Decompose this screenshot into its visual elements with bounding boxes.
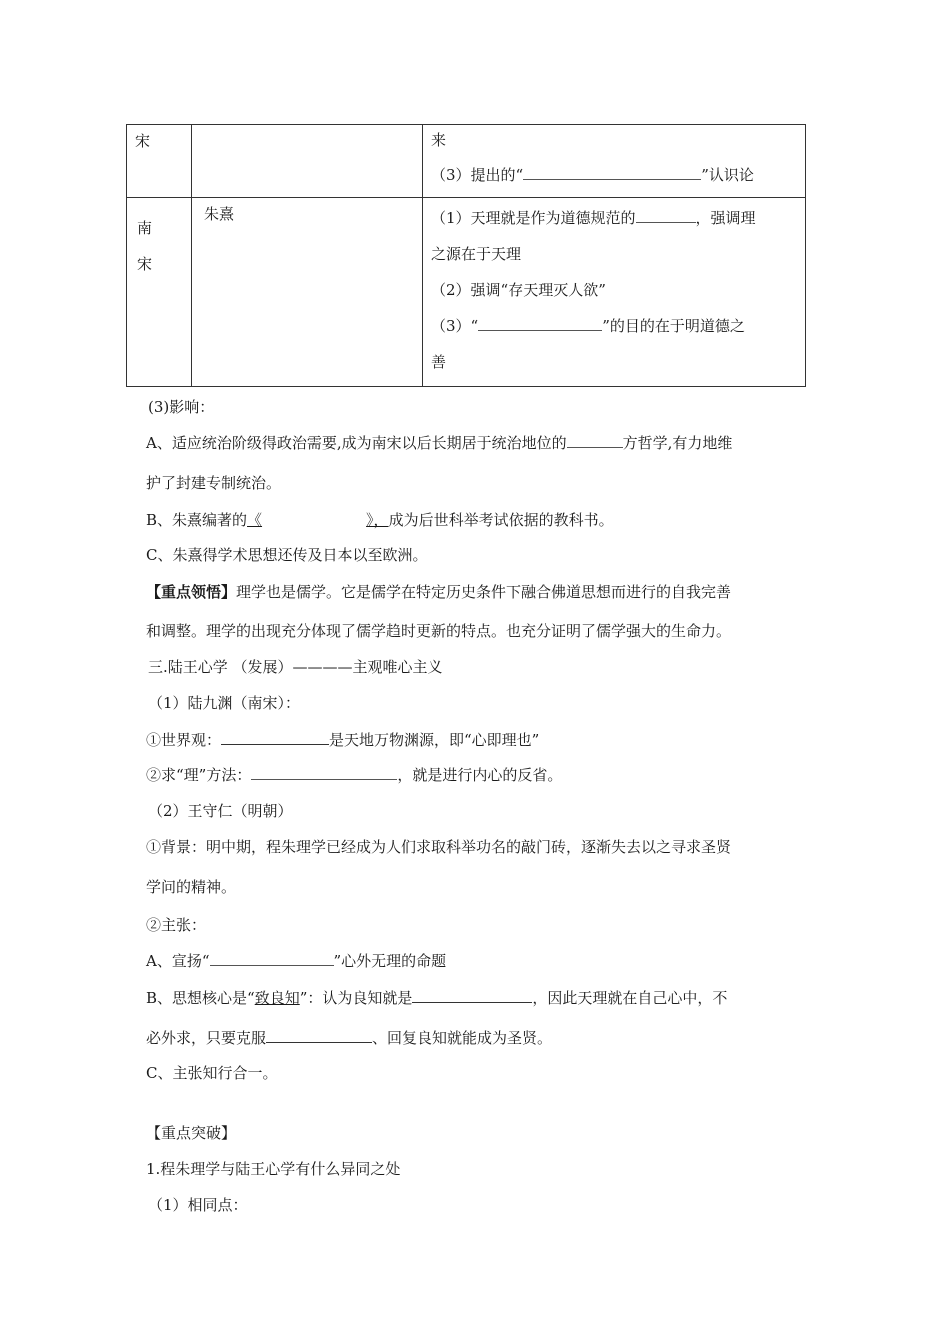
- text-line: B、朱熹编著的《 》，成为后世科举考试依据的教科书。: [146, 511, 614, 529]
- section-heading: 【重点突破】: [146, 1124, 237, 1142]
- person-label: 朱熹: [204, 205, 235, 223]
- text-line: 学问的精神。: [146, 878, 237, 896]
- content-line: 善: [431, 353, 447, 371]
- text-line: C、主张知行合一。: [146, 1064, 278, 1082]
- subheading: （1）陆九渊（南宋）：: [148, 694, 301, 712]
- section-heading: 三.陆王心学 （发展）————主观唯心主义: [148, 658, 443, 676]
- person-cell: [192, 125, 423, 198]
- content-cell: [423, 125, 806, 198]
- text-line: 和调整。理学的出现充分体现了儒学趋时更新的特点。也充分证明了儒学强大的生命力。: [146, 622, 732, 640]
- person-cell: [192, 198, 423, 387]
- content-line: （3）提出的“ ”认识论: [431, 166, 754, 184]
- fill-blank: [221, 729, 329, 745]
- content-line: （1）天理就是作为道德规范的 ，强调理: [431, 209, 756, 227]
- subheading: （2）王守仁（明朝）: [148, 802, 293, 820]
- text-line: ②主张：: [146, 916, 207, 934]
- text-line: A、宣扬“ ”心外无理的命题: [146, 952, 447, 970]
- influence-heading: (3)影响：: [148, 398, 215, 416]
- question: 1.程朱理学与陆王心学有什么异同之处: [146, 1160, 401, 1178]
- text-line: A、适应统治阶级得政治需要,成为南宋以后长期居于统治地位的 方哲学,有力地维: [146, 434, 733, 452]
- content-line: （2）强调“存天理灭人欲”: [431, 281, 606, 299]
- key-insight: 【重点领悟】理学也是儒学。它是儒学在特定历史条件下融合佛道思想而进行的自我完善: [146, 583, 732, 601]
- text-line: B、思想核心是“致良知”：认为良知就是 ，因此天理就在自己心中，不: [146, 989, 728, 1007]
- era-label: 宋: [135, 132, 151, 150]
- content-line: （3）“ ”的目的在于明道德之: [431, 317, 745, 335]
- text-line: 必外求，只要克服 、回复良知就能成为圣贤。: [146, 1029, 553, 1047]
- fill-blank: [567, 433, 623, 448]
- fill-blank: [523, 165, 701, 180]
- content-line: 之源在于天理: [431, 245, 522, 263]
- fill-blank: [478, 316, 602, 331]
- content-cell: [423, 198, 806, 387]
- fill-blank: [266, 1027, 372, 1043]
- key-insight-label: 【重点领悟】: [146, 583, 237, 601]
- fill-blank: [210, 951, 334, 966]
- person-label: [192, 125, 422, 127]
- era-cell: [127, 125, 192, 198]
- subheading: （1）相同点：: [148, 1196, 248, 1214]
- text-line: 护了封建专制统治。: [146, 474, 282, 492]
- text-line: ②求“理”方法： ，就是进行内心的反省。: [146, 766, 563, 784]
- content-line: 来: [431, 131, 447, 149]
- comparison-table: [126, 124, 806, 387]
- table-row: [127, 198, 806, 387]
- fill-blank: [412, 987, 532, 1003]
- text-line: ①世界观： 是天地万物渊源，即“心即理也”: [146, 731, 540, 749]
- table-row: [127, 125, 806, 198]
- book-title-blank: 《 》，: [247, 511, 389, 529]
- fill-blank: [251, 765, 397, 780]
- era-label: 南 宋: [137, 219, 153, 273]
- text-line: C、朱熹得学术思想还传及日本以至欧洲。: [146, 546, 428, 564]
- text-line: ①背景：明中期，程朱理学已经成为人们求取科举功名的敲门砖，逐渐失去以之寻求圣贤: [146, 838, 732, 856]
- fill-blank: [636, 208, 696, 223]
- era-cell: [127, 198, 192, 387]
